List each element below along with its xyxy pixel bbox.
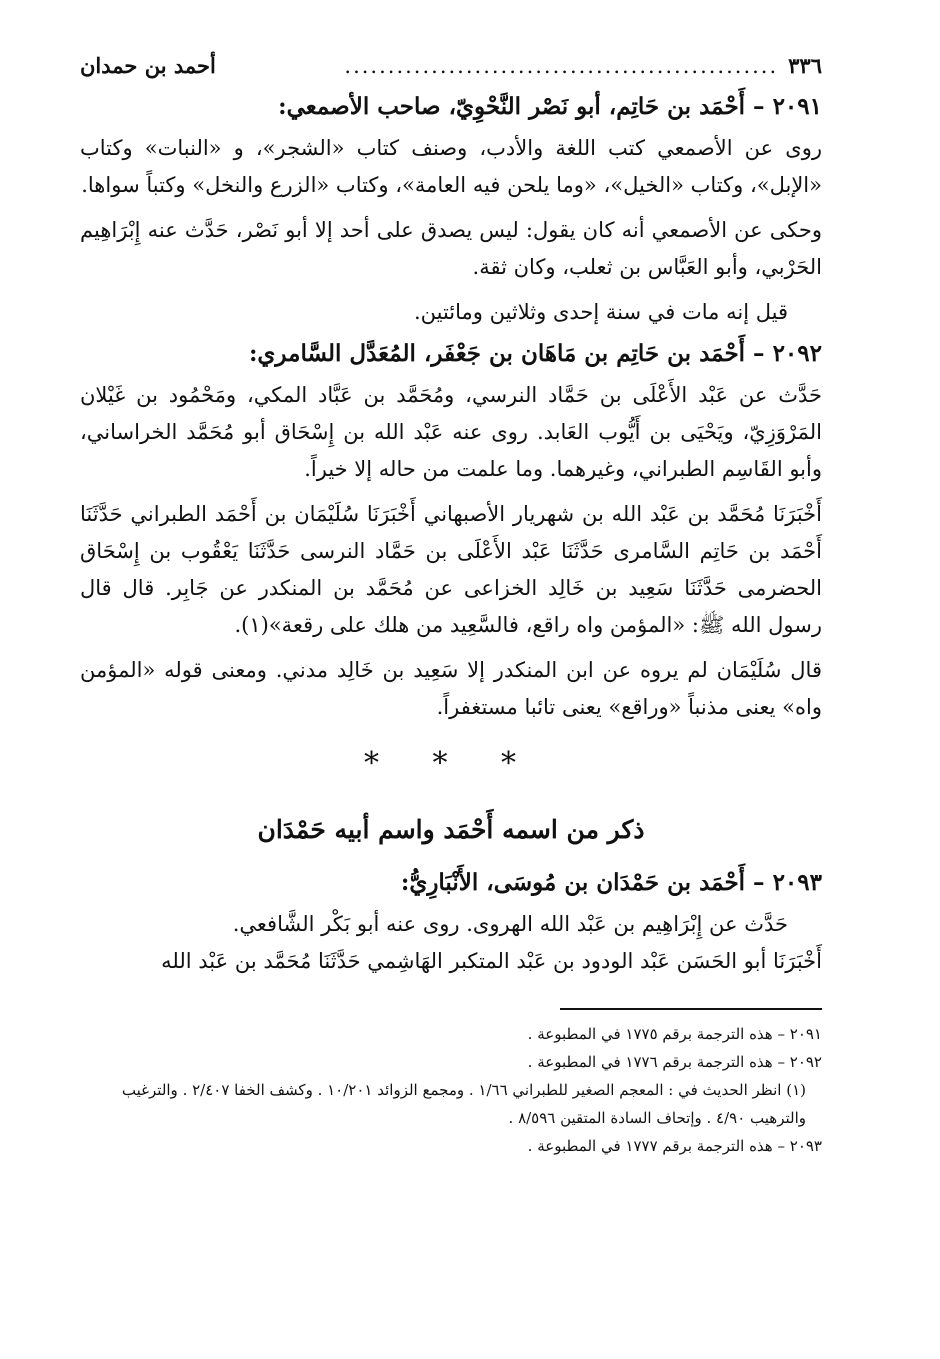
running-header: [80, 48, 822, 84]
entry-paragraph: حَدَّث عن عَبْد الأَعْلَى بن حَمَّاد النرسي، ومُحَمَّد بن عَبَّاد المكي، ومَحْمُود بن غَيْلان المَرْوَزِيّ، ويَحْيَى بن أَيُّوب العَابد. روى عنه عَبْد الله بن إِسْحَاق أبو مُحَمَّد الخراساني، وأبو القَاسِم الطبراني، وغيرهما. وما علمت من حاله إلا خيراً.: [80, 383, 822, 481]
entry-title: ٢٠٩١ – أَحْمَد بن حَاتِم، أبو نَصْر النَّحْوِيّ، صاحب الأصمعي:: [278, 93, 822, 120]
entry-paragraph: أَخْبَرَنَا مُحَمَّد بن عَبْد الله بن شهريار الأصبهاني أَخْبَرَنَا سُلَيْمَان بن أَحْمَد الطبراني حَدَّثَنَا أَحْمَد بن حَاتِم السَّامرى حَدَّثَنَا عَبْد الأَعْلَى بن حَمَّاد النرسى حَدَّثَنَا يَعْقُوب بن إِسْحَاق الحضرمى حَدَّثَنَا سَعِيد بن خَالِد الخزاعى عن مُحَمَّد بن المنكدر عن جَابِر. قال قال رسول الله ﷺ: «المؤمن واه راقع، فالسَّعِيد من هلك على رقعة»(١).: [80, 502, 822, 637]
entry-2092: [80, 331, 822, 726]
footnote: ٢٠٩٣ – هذه الترجمة برقم ١٧٧٧ في المطبوعة .: [527, 1137, 822, 1155]
entry-2093: [80, 860, 822, 980]
entry-2091: [80, 84, 822, 331]
entry-paragraph: روى عن الأصمعي كتب اللغة والأدب، وصنف كتاب «الشجر»، و «النبات» وكتاب «الإبل»، وكتاب «الخيل»، «وما يلحن فيه العامة»، وكتاب «الزرع والنخل» وكتباً سواها.: [80, 136, 822, 197]
footnote: ٢٠٩١ – هذه الترجمة برقم ١٧٧٥ في المطبوعة .: [527, 1025, 822, 1043]
section-separator: * * *: [363, 746, 539, 781]
entry-paragraph: قال سُلَيْمَان لم يروه عن ابن المنكدر إلا سَعِيد بن خَالِد مدني. ومعنى قوله «المؤمن واه» يعنى مذنباً «وراقع» يعنى تائبا مستغفراً.: [80, 658, 822, 719]
entry-paragraph: أَخْبَرَنَا أبو الحَسَن عَبْد الودود بن عَبْد المتكبر الهَاشِمي حَدَّثَنَا مُحَمَّد بن عَبْد الله: [161, 949, 822, 973]
entry-paragraph: قيل إنه مات في سنة إحدى وثلاثين ومائتين.: [413, 300, 788, 324]
footnote-rule: [560, 1008, 822, 1010]
entry-title: ٢٠٩٣ – أَحْمَد بن حَمْدَان بن مُوسَى، الأَنْبَارِيُّ:: [400, 869, 822, 896]
footnote: (١) انظر الحديث في : المعجم الصغير للطبراني ١/٦٦ . ومجمع الزوائد ١٠/٢٠١ . وكشف الخفا ٢/٤٠٧ . والترغيب والترهيب ٤/٩٠ . وإتحاف السادة المتقين ٨/٥٩٦ .: [121, 1081, 806, 1127]
footnote: ٢٠٩٢ – هذه الترجمة برقم ١٧٧٦ في المطبوعة .: [527, 1053, 822, 1071]
running-title: أحمد بن حمدان: [80, 53, 216, 78]
entry-paragraph: وحكى عن الأصمعي أنه كان يقول: ليس يصدق على أحد إلا أبو نَصْر، حَدَّث عنه إِبْرَاهِيم الحَرْبي، وأبو العَبَّاس بن ثعلب، وكان ثقة.: [80, 218, 822, 279]
section-title: ذكر من اسمه أَحْمَد واسم أبيه حَمْدَان: [257, 815, 645, 844]
page-number: ٣٣٦: [788, 53, 822, 78]
entry-title: ٢٠٩٢ – أَحْمَد بن حَاتِم بن مَاهَان بن جَعْفَر، المُعَدَّل السَّامري:: [248, 340, 822, 367]
footnotes: [80, 1020, 822, 1160]
leader-dots: ..................................................: [344, 54, 779, 78]
entry-paragraph: حَدَّث عن إِبْرَاهِيم بن عَبْد الله الهروى. روى عنه أبو بَكْر الشَّافعي.: [232, 912, 788, 936]
